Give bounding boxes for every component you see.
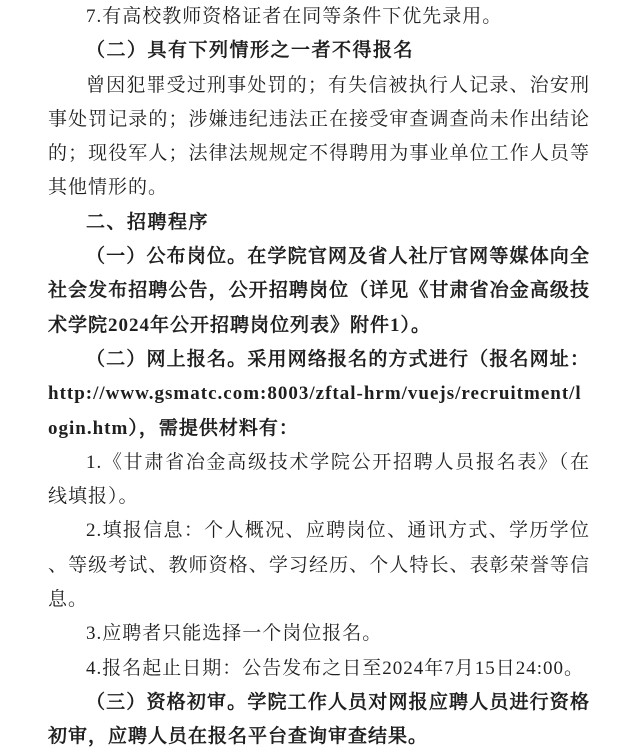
section-heading	[48, 206, 590, 240]
section-heading	[48, 34, 590, 68]
paragraph-text: 采用网络报名的方式进行（报名网址：	[247, 348, 590, 370]
paragraph-text: （二）具有下列情形之一者不得报名	[86, 40, 415, 62]
paragraph-text: 7.有高校教师资格证者在同等条件下优先录用。	[86, 6, 503, 27]
paragraph-text: 在学院官网及省人社厅官网等媒体向全社会发布招聘公告，公开招聘岗位（详见《甘肃省冶金高级技术学院2024年公开招聘岗位列表》附件1）。	[48, 246, 590, 336]
paragraph-text: 学院工作人员对网报应聘人员进行资格初审，应聘人员在报名平台查询审查结果。	[48, 691, 590, 748]
paragraph	[48, 617, 590, 651]
paragraph-text: 2.填报信息：个人概况、应聘岗位、通讯方式、学历学位、等级考试、教师资格、学习经历、个人特长、表彰荣誉等信息。	[48, 520, 590, 611]
paragraph-text: 二、招聘程序	[86, 211, 210, 233]
paragraph-lead: （三）资格初审。	[86, 691, 248, 713]
paragraph-text: ），需提供材料有：	[128, 417, 299, 439]
paragraph	[48, 343, 590, 446]
paragraph-lead: （二）网上报名。	[86, 348, 248, 370]
paragraph	[48, 686, 590, 755]
paragraph	[48, 240, 590, 343]
paragraph	[48, 514, 590, 617]
paragraph-text: 1.《甘肃省冶金高级技术学院公开招聘人员报名表》（在线填报）。	[48, 451, 590, 508]
paragraph	[48, 652, 590, 686]
registration-url: http://www.gsmatc.com:8003/zftal-hrm/vuejs/recruitment/login.htm	[48, 383, 582, 439]
paragraph	[48, 69, 590, 206]
paragraph-text: 3.应聘者只能选择一个岗位报名。	[86, 623, 383, 645]
document-body	[48, 0, 590, 755]
paragraph	[48, 446, 590, 515]
paragraph-text: 4.报名起止日期：公告发布之日至2024年7月15日24:00。	[86, 657, 585, 679]
paragraph-text: 曾因犯罪受过刑事处罚的；有失信被执行人记录、治安刑事处罚记录的；涉嫌违纪违法正在接受审查调查尚未作出结论的；现役军人；法律法规规定不得聘用为事业单位工作人员等其他情形的。	[48, 74, 590, 199]
paragraph	[48, 0, 590, 34]
paragraph-lead: （一）公布岗位。	[86, 246, 248, 268]
